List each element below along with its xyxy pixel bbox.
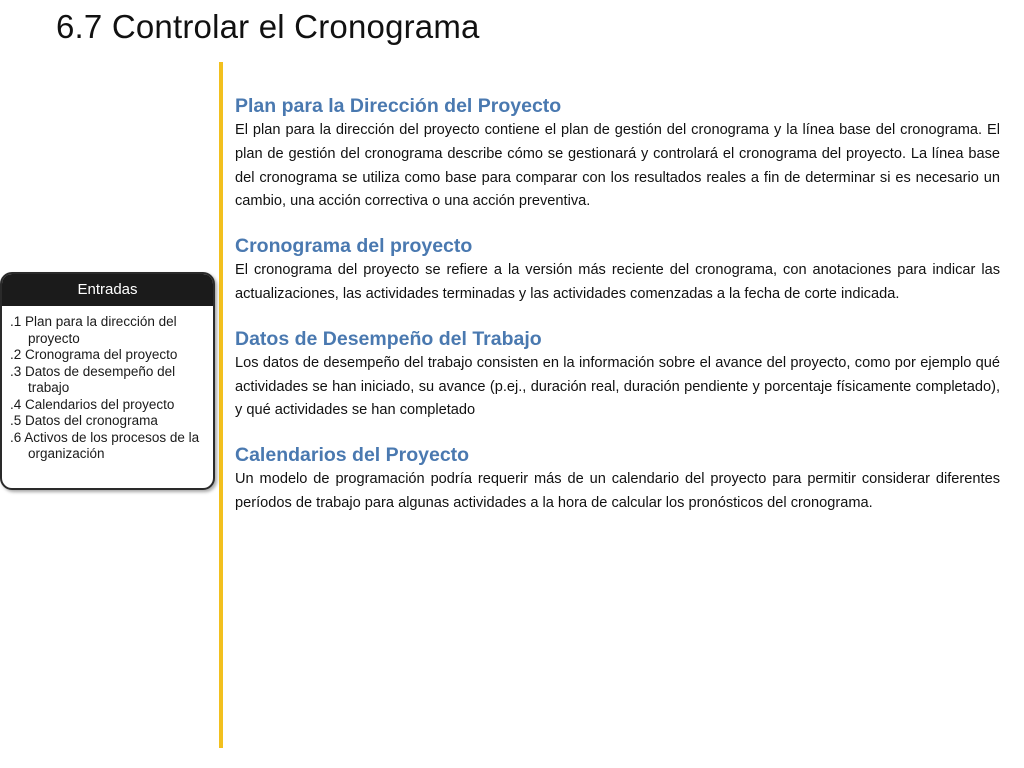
inputs-list-item: .5 Datos del cronograma (10, 413, 158, 428)
section-body: El plan para la dirección del proyecto contiene el plan de gestión del cronograma y la línea base del cronograma. El plan de gestión del cronograma describe cómo se gestionará y controlará el cronograma del proyecto. La línea base del cronograma se utiliza como base para comparar con los resultados reales a fin de determinar si es necesario un cambio, una acción correctiva o una acción preventiva. (235, 122, 1000, 210)
section-body: El cronograma del proyecto se refiere a la versión más reciente del cronograma, con anotaciones para indicar las actualizaciones, las actividades terminadas y las actividades comenzadas a la fecha de corte indicada. (235, 262, 1000, 302)
inputs-list-item: .2 Cronograma del proyecto (10, 347, 178, 362)
section-plan-direccion (235, 94, 1000, 214)
section-heading: Calendarios del Proyecto (235, 444, 470, 467)
section-heading: Plan para la Dirección del Proyecto (235, 95, 562, 117)
section-calendarios (235, 443, 1000, 516)
section-datos-desempeno (235, 327, 1000, 423)
inputs-list-item: .4 Calendarios del proyecto (10, 396, 175, 412)
content-area (235, 94, 1000, 536)
section-heading: Cronograma del proyecto (235, 235, 473, 258)
section-heading: Datos de Desempeño del Trabajo (235, 327, 542, 350)
inputs-list-item: .1 Plan para la dirección del proyecto (10, 314, 177, 346)
inputs-box (0, 272, 215, 490)
inputs-list-item: .3 Datos de desempeño del trabajo (10, 363, 176, 395)
inputs-list-item: .6 Activos de los procesos de la organización (10, 429, 200, 461)
slide-title: 6.7 Controlar el Cronograma (56, 8, 480, 45)
inputs-list (2, 306, 213, 463)
section-body: Los datos de desempeño del trabajo consisten en la información sobre el avance del proyecto, como por ejemplo qué actividades se han iniciado, su avance (p.ej., duración real, duración pendiente y porcentaje físicamente completado), y qué actividades se han completado (235, 354, 1000, 419)
inputs-header: Entradas (2, 274, 213, 306)
section-body: Un modelo de programación podría requerir más de un calendario del proyecto para permitir considerar diferentes períodos de trabajo para algunas actividades a la hora de calcular los pronósticos del cronograma. (235, 471, 1000, 511)
section-cronograma (235, 234, 1000, 307)
accent-divider (219, 62, 223, 748)
